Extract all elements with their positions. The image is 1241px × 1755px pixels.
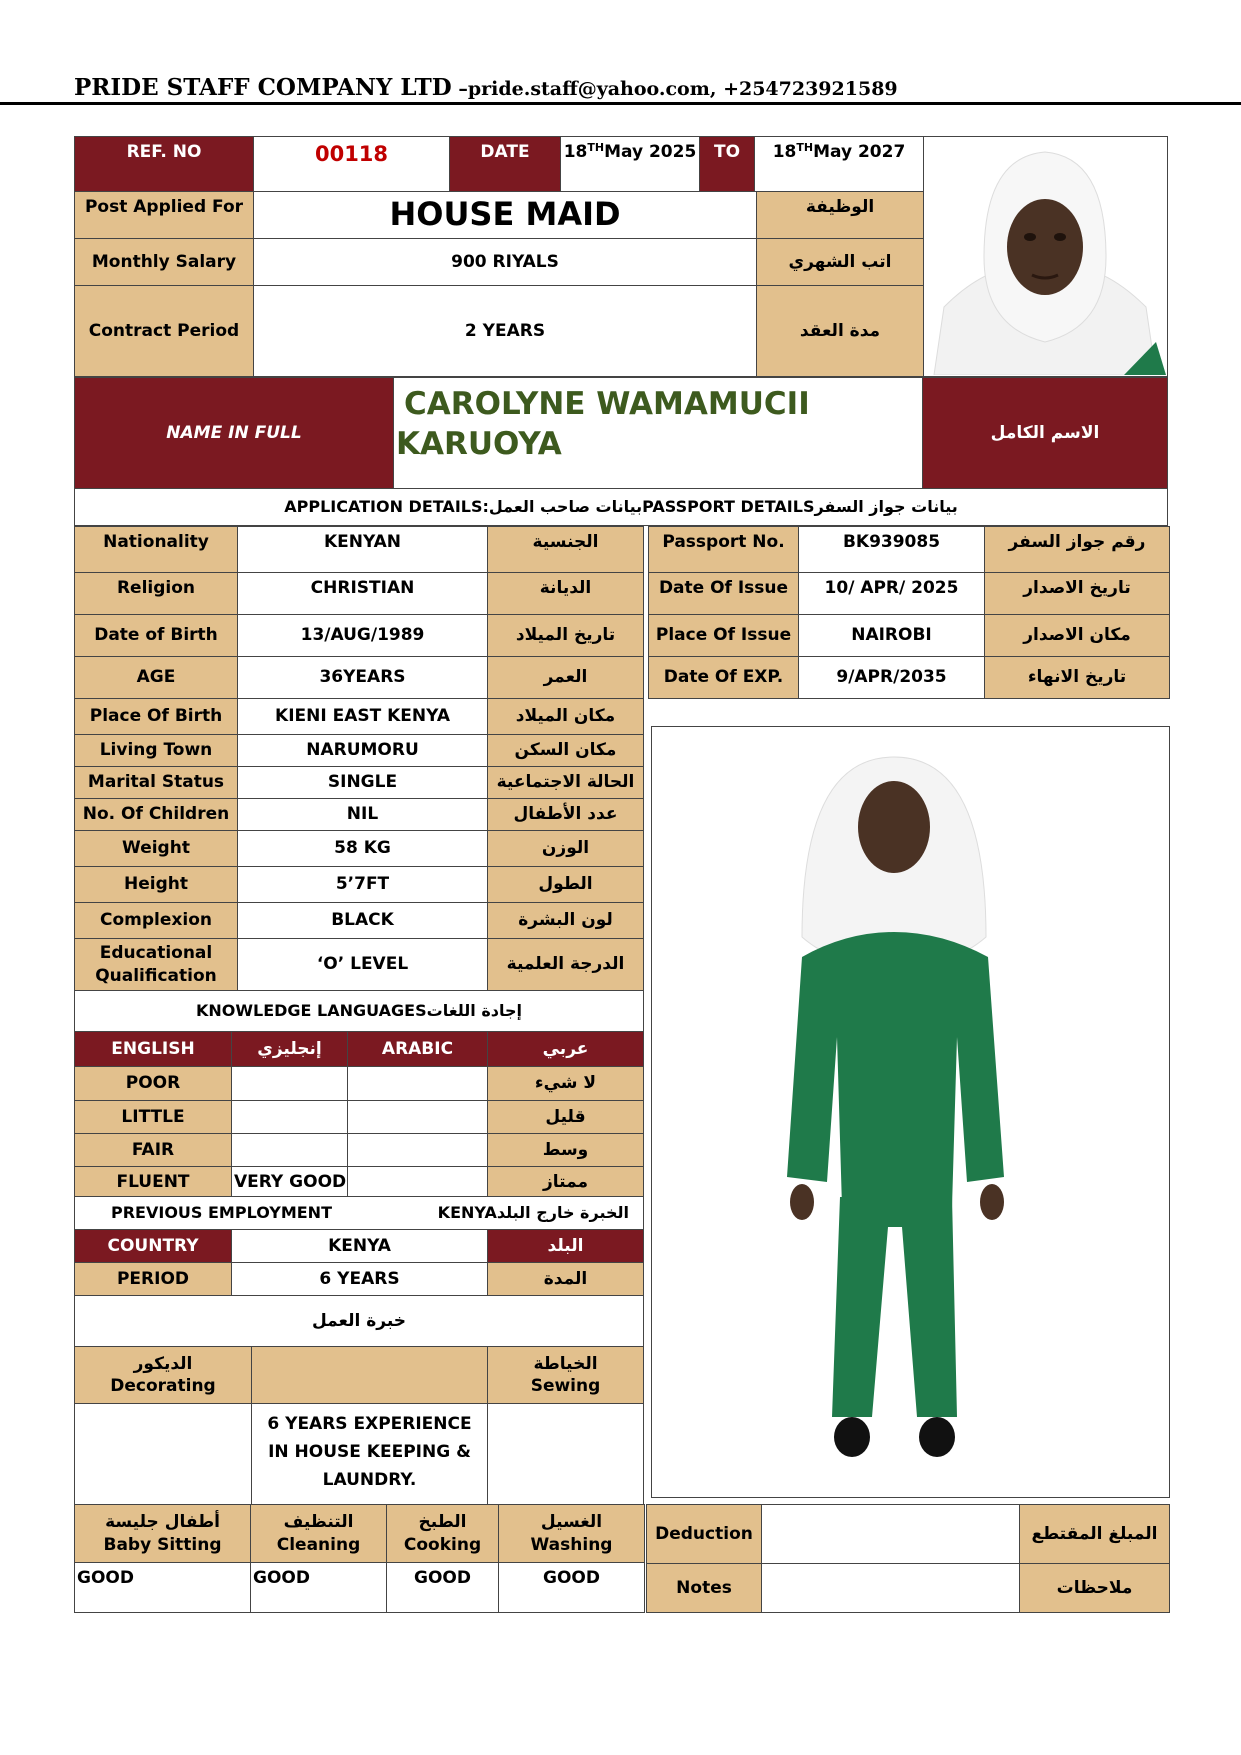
sewing-ar: الخياطة: [533, 1353, 598, 1374]
personal-value: KIENI EAST KENYA: [237, 698, 488, 735]
personal-ar: مكان الميلاد: [487, 698, 644, 735]
lang-arabic-value: [347, 1100, 488, 1134]
ref-value: 00118: [253, 136, 450, 192]
passport-ar: تاريخ الانهاء: [984, 656, 1170, 699]
skill-header: [250, 1504, 387, 1563]
ref-label: REF. NO: [74, 136, 254, 192]
passport-value: NAIROBI: [798, 614, 985, 657]
country-ar: البلد: [487, 1229, 644, 1263]
experience-left-blank: [74, 1403, 252, 1505]
full-name-line1: CAROLYNE WAMAMUCII: [404, 386, 810, 422]
personal-ar: الدرجة العلمية: [487, 938, 644, 991]
passport-value: BK939085: [798, 526, 985, 573]
contract-label: Contract Period: [74, 285, 254, 377]
personal-ar: العمر: [487, 656, 644, 699]
skill-header: [386, 1504, 499, 1563]
notes-label: Notes: [646, 1563, 762, 1613]
passport-label: Date Of EXP.: [648, 656, 799, 699]
personal-label: Religion: [74, 572, 238, 615]
personal-ar: الحالة الاجتماعية: [487, 766, 644, 799]
personal-ar: عدد الأطفال: [487, 798, 644, 831]
full-name: [393, 377, 923, 489]
personal-label: AGE: [74, 656, 238, 699]
personal-label: Nationality: [74, 526, 238, 573]
date-value: 18 TH May 2025: [560, 136, 700, 192]
lang-english-header: ENGLISH: [74, 1031, 232, 1067]
section-title: APPLICATION DETAILS:بيانات صاحب العملPASSPORT DETAILSبيانات جواز السفر: [74, 488, 1168, 526]
post-value: HOUSE MAID: [253, 191, 757, 239]
passport-label: Passport No.: [648, 526, 799, 573]
lang-english-value: [231, 1133, 348, 1167]
name-label: NAME IN FULL: [74, 377, 394, 489]
personal-label: Weight: [74, 830, 238, 867]
personal-value: 58 KG: [237, 830, 488, 867]
lang-level-label: POOR: [74, 1066, 232, 1101]
salary-value: 900 RIYALS: [253, 238, 757, 286]
deduction-value: [761, 1504, 1020, 1564]
to-label: TO: [699, 136, 755, 192]
notes-ar: ملاحظات: [1019, 1563, 1170, 1613]
skill-value: GOOD: [250, 1562, 387, 1613]
personal-value: KENYAN: [237, 526, 488, 573]
experience-title: خبرة العمل: [74, 1295, 644, 1347]
skill-en: Cooking: [403, 1534, 482, 1555]
decorating-cell: [74, 1346, 252, 1404]
decorating-ar: الديكور: [133, 1353, 193, 1374]
full-body-photo: [651, 726, 1170, 1498]
date-label: DATE: [449, 136, 561, 192]
employment-title-right: الخبرة خارج البلدKENYA: [437, 1203, 629, 1222]
passport-label: Date Of Issue: [648, 572, 799, 615]
portrait-photo: [923, 136, 1168, 377]
notes-value: [761, 1563, 1020, 1613]
personal-value: BLACK: [237, 902, 488, 939]
decorating-label: Decorating: [110, 1376, 216, 1396]
company-name: PRIDE STAFF COMPANY LTD: [74, 74, 452, 101]
lang-arabic-value: [347, 1166, 488, 1198]
personal-ar: تاريخ الميلاد: [487, 614, 644, 657]
experience-description: 6 YEARS EXPERIENCE IN HOUSE KEEPING & LAUNDRY.: [251, 1403, 488, 1505]
skill-header: [74, 1504, 251, 1563]
passport-ar: رقم جواز السفر: [984, 526, 1170, 573]
contract-ar: مدة العقد: [756, 285, 924, 377]
period-label: PERIOD: [74, 1262, 232, 1296]
personal-ar: الديانة: [487, 572, 644, 615]
sewing-cell: [487, 1346, 644, 1404]
skill-value: GOOD: [74, 1562, 251, 1613]
lang-arabic-value: [347, 1066, 488, 1101]
personal-ar: الطول: [487, 866, 644, 903]
skill-value: GOOD: [386, 1562, 499, 1613]
skill-ar: الطبخ: [418, 1512, 467, 1533]
country-value: KENYA: [231, 1229, 488, 1263]
personal-ar: الوزن: [487, 830, 644, 867]
personal-value: NIL: [237, 798, 488, 831]
skill-header: [498, 1504, 645, 1563]
country-label: COUNTRY: [74, 1229, 232, 1263]
employment-title: [74, 1196, 644, 1230]
personal-label: Height: [74, 866, 238, 903]
passport-ar: تاريخ الاصدار: [984, 572, 1170, 615]
lang-english-value: [231, 1066, 348, 1101]
post-label: Post Applied For: [74, 191, 254, 239]
header-divider: [0, 102, 1241, 105]
lang-arabic-ar-header: عربي: [487, 1031, 644, 1067]
passport-value: 10/ APR/ 2025: [798, 572, 985, 615]
post-ar: الوظيفة: [756, 191, 924, 239]
salary-ar: اتب الشهري: [756, 238, 924, 286]
passport-ar: مكان الاصدار: [984, 614, 1170, 657]
lang-arabic-value: [347, 1133, 488, 1167]
personal-value: SINGLE: [237, 766, 488, 799]
company-header: [74, 74, 898, 101]
company-contact: –pride.staff@yahoo.com, +254723921589: [451, 78, 898, 100]
personal-label: Marital Status: [74, 766, 238, 799]
skill-ar: التنظيف: [283, 1512, 354, 1533]
languages-title: KNOWLEDGE LANGUAGESإجادة اللغات: [74, 990, 644, 1032]
lang-english-ar-header: إنجليزي: [231, 1031, 348, 1067]
skill-ar: أطفال جليسة: [105, 1512, 220, 1533]
personal-ar: الجنسية: [487, 526, 644, 573]
lang-arabic-header: ARABIC: [347, 1031, 488, 1067]
personal-value: 36YEARS: [237, 656, 488, 699]
passport-value: 9/APR/2035: [798, 656, 985, 699]
lang-level-ar: ممتاز: [487, 1166, 644, 1198]
experience-blank: [251, 1346, 488, 1404]
personal-value: 5’7FT: [237, 866, 488, 903]
personal-label: Educational Qualification: [74, 938, 238, 991]
personal-label: Date of Birth: [74, 614, 238, 657]
personal-value: 13/AUG/1989: [237, 614, 488, 657]
personal-label: Place Of Birth: [74, 698, 238, 735]
personal-label: No. Of Children: [74, 798, 238, 831]
personal-value: NARUMORU: [237, 734, 488, 767]
contract-value: 2 YEARS: [253, 285, 757, 377]
personal-value: ‘O’ LEVEL: [237, 938, 488, 991]
employment-title-left: PREVIOUS EMPLOYMENT: [111, 1203, 332, 1222]
period-ar: المدة: [487, 1262, 644, 1296]
full-body-illustration: [652, 727, 1168, 1496]
experience-right-blank: [487, 1403, 644, 1505]
skill-en: Cleaning: [276, 1534, 361, 1555]
sewing-label: Sewing: [530, 1376, 601, 1396]
deduction-label: Deduction: [646, 1504, 762, 1564]
skill-ar: الغسيل: [540, 1512, 603, 1533]
lang-level-ar: قليل: [487, 1100, 644, 1134]
salary-label: Monthly Salary: [74, 238, 254, 286]
personal-ar: مكان السكن: [487, 734, 644, 767]
skill-en: Baby Sitting: [103, 1534, 222, 1555]
portrait-illustration: [924, 137, 1166, 375]
lang-level-label: FLUENT: [74, 1166, 232, 1198]
skill-en: Washing: [530, 1534, 613, 1555]
personal-label: Living Town: [74, 734, 238, 767]
to-value: 18 TH May 2027: [754, 136, 924, 192]
lang-english-value: [231, 1100, 348, 1134]
personal-ar: لون البشرة: [487, 902, 644, 939]
period-value: 6 YEARS: [231, 1262, 488, 1296]
passport-label: Place Of Issue: [648, 614, 799, 657]
lang-english-value: VERY GOOD: [231, 1166, 348, 1198]
lang-level-ar: وسط: [487, 1133, 644, 1167]
lang-level-ar: لا شيء: [487, 1066, 644, 1101]
lang-level-label: LITTLE: [74, 1100, 232, 1134]
full-name-line2: KARUOYA: [396, 426, 562, 462]
skill-value: GOOD: [498, 1562, 645, 1613]
deduction-ar: المبلغ المقتطع: [1019, 1504, 1170, 1564]
personal-label: Complexion: [74, 902, 238, 939]
name-ar: الاسم الكامل: [922, 377, 1168, 489]
personal-value: CHRISTIAN: [237, 572, 488, 615]
lang-level-label: FAIR: [74, 1133, 232, 1167]
